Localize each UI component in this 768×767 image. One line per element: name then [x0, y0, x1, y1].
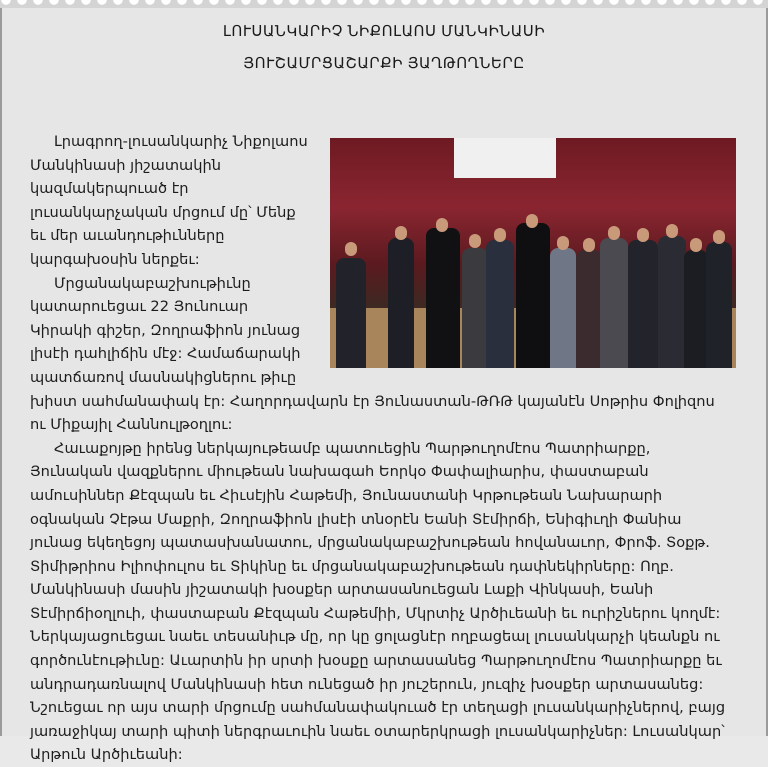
article-body — [30, 130, 730, 767]
title-line-1: ԼՈՒՍԱՆԿԱՐԻՉ ՆԻՔՈԼԱՈՍ ՄԱՆԿԻՆԱՍԻ — [222, 23, 546, 40]
article-title — [0, 16, 768, 80]
scalloped-border — [0, 0, 768, 8]
paragraph-3: Հաւաքոյթը իրենց ներկայութեամբ պատուեցին Պարթուղոմէոս Պատրիարքը, Յունական վազքներու միութեան նախագահ Եորկօ Փափալիարիս, փաստաբան ամուսիններ Քէզպան եւ Հիւսէյին Հաթեմի, Յունաստանի Կրթութեան Նախարարի օգնական Չէթա Մաքրի, Զողրաֆիոն լիսէի տնօրէն Եանի Տէմիրճի, Ենիգիւղի Փանիա յունաց եկեղեցոյ պատասխանատու, մրցանակաբաշխութեան հովանաւոր, Փրոֆ. Տօքթ. Տիմիթրիոս Իլիոփուլոս եւ Տիկինը եւ մրցանակաբաշխութեան դափնեկիրները: Ողբ. Մանկինասի մասին յիշատակի խօսքեր արտասանուեցան Լաքի Վինկասի, Եանի Տէմիրճիօղլուի, փաստաբան Քէզպան Հաթեմիի, Մկրտիչ Արծիւեանի եւ ուրիշներու կողմէ: Ներկայացուեցաւ նաեւ տեսանիւթ մը, որ կը ցոլացնէր ողբացեալ լուսանկարչի կեանքն ու գործունէութիւնը: Աւարտին իր սրտի խօսքը արտասանեց Պարթուղոմէոս Պատրիարքը եւ անդրադառնալով Մանկինասի հետ ունեցած իր յուշերուն, յուզիչ խօսքեր արտասանեց: Նշուեցաւ որ այս տարի մրցումը սահմանափակուած էր տեղացի լուսանկարիչներով, բայց յառաջիկայ տարի պիտի ներգրաւուին նաեւ օտարերկրացի լուսանկարիչներ: Լուսանկար՝ Արթուն Արծիւեանի: — [30, 439, 726, 764]
paragraph-2-start: Մրցանակաբաշխութիւնը կատարուեցաւ 22 Յունուար Կիրակի գիշեր, Զողրաֆիոն յունաց լիսէի դահլիճին մէջ: Համաճարակի պատճառով մասնակիցներու թիւը — [30, 274, 301, 386]
title-line-2: ՅՈՒՇԱՄՐՑԱՇԱՐՔԻ ՅԱՂԹՈՂՆԵՐԸ — [243, 55, 525, 72]
text-beside-photo — [30, 130, 310, 390]
left-border — [0, 8, 2, 736]
paragraph-2-end: խիստ սահմանափակ էր: Հաղորդավարն էր Յունաստան-ԹՌԹ կայանէն Սոթրիս Փոլիզոս ու Միքայիլ Հաննուլթօղլու: — [30, 392, 715, 434]
paragraph-1: Լրագրող-լուսանկարիչ Նիքոլաոս Մանկինասի յիշատակին կազմակերպուած էր լուսանկարչական մրցում մը՝ Մենք եւ մեր աւանդութիւնները կարգախօսին ներքեւ: — [30, 133, 308, 268]
